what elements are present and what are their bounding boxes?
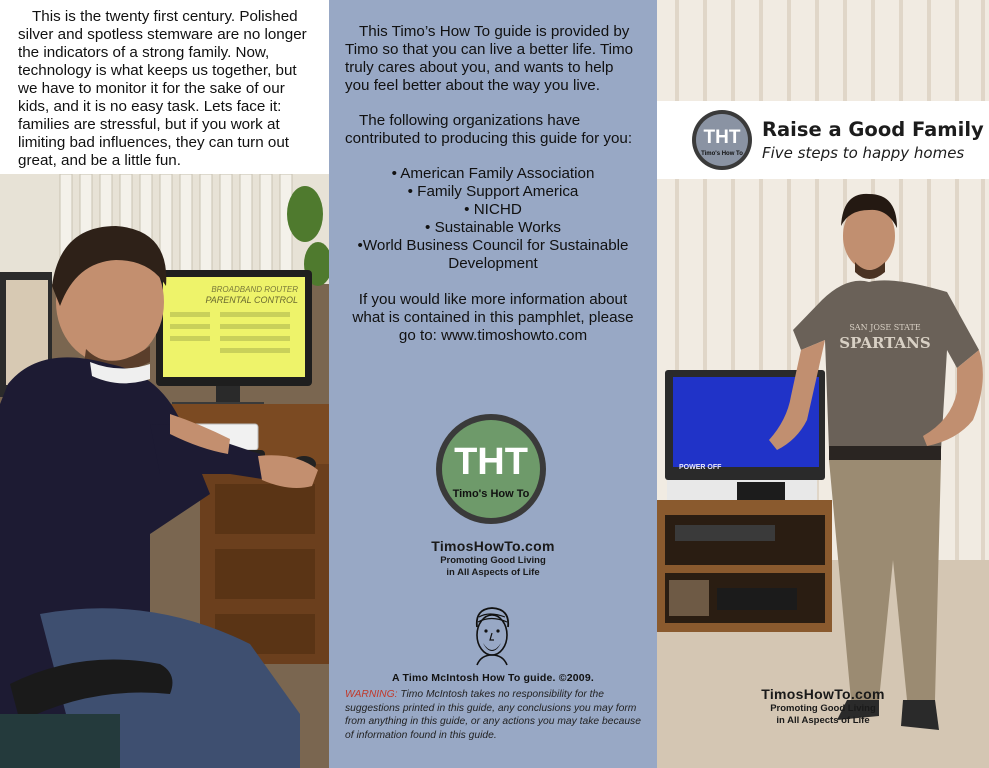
guide-intro-paragraph: This Timo’s How To guide is provided by Timo so that you can live a better life. Timo truly cares about you, and wants to help you feel better about the way you live.	[345, 23, 634, 94]
warning-label: WARNING:	[345, 689, 398, 700]
right-panel	[657, 0, 989, 768]
shirt-text-main: SPARTANS	[839, 334, 931, 352]
middle-panel	[329, 0, 657, 768]
tagline-line-1: Promoting Good Living	[440, 555, 546, 566]
organization-list	[345, 165, 641, 273]
tagline	[657, 703, 989, 726]
warning-disclaimer	[345, 688, 641, 742]
tagline-line-1: Promoting Good Living	[770, 703, 876, 714]
logo-name: Timo's How To	[452, 488, 530, 500]
shirt-text-top: SAN JOSE STATE	[849, 323, 921, 332]
list-item: • Family Support America	[407, 183, 579, 200]
credit-line: A Timo McIntosh How To guide. ©2009.	[391, 672, 594, 684]
contributors-paragraph: The following organizations have contributed to producing this guide for you:	[345, 112, 633, 147]
logo-name: Timo's How To	[701, 151, 743, 157]
timo-portrait-icon	[469, 605, 515, 667]
logo-letters: THT	[454, 441, 528, 483]
brand-url: TimosHowTo.com	[431, 538, 555, 554]
tht-logo-icon	[434, 412, 548, 526]
list-item: •World Business Council for Sustainable Development	[357, 237, 629, 272]
warning-text: Timo McIntosh takes no responsibility for the suggestions printed in this guide, any conclusions you may form from anything in this guide, or any actions you may take because of information found in this guide.	[345, 689, 641, 741]
left-panel	[0, 0, 329, 768]
list-item: • Sustainable Works	[425, 219, 561, 236]
tagline	[329, 555, 657, 578]
document-subtitle: Five steps to happy homes	[762, 144, 965, 162]
monitor-title-1: BROADBAND ROUTER	[211, 285, 298, 294]
tagline-line-2: in All Aspects of Life	[776, 714, 870, 726]
logo-letters: THT	[703, 127, 741, 148]
tv-power-off-text: POWER OFF	[679, 464, 722, 471]
more-info-paragraph: If you would like more information about what is contained in this pamphlet, please go to: www.timoshowto.com	[352, 291, 634, 344]
monitor-title-2: PARENTAL CONTROL	[205, 295, 298, 305]
list-item: • NICHD	[464, 201, 522, 218]
document-title: Raise a Good Family	[762, 118, 984, 141]
photo-man-at-computer	[0, 174, 329, 768]
tht-logo-icon	[691, 109, 753, 171]
list-item: • American Family Association	[391, 165, 595, 182]
tagline-line-2: in All Aspects of Life	[446, 566, 540, 578]
title-banner	[657, 101, 989, 179]
intro-paragraph: This is the twenty first century. Polished silver and spotless stemware are no longer the indicators of a strong family. Now, technology is what keeps us together, but we have to monitor it for the sake of our kids, and it is no easy task. Lets face it: families are stressful, but if you work at limiting bad influences, they can turn out great, and be a little fun.	[18, 8, 307, 169]
brand-url: TimosHowTo.com	[761, 686, 885, 702]
